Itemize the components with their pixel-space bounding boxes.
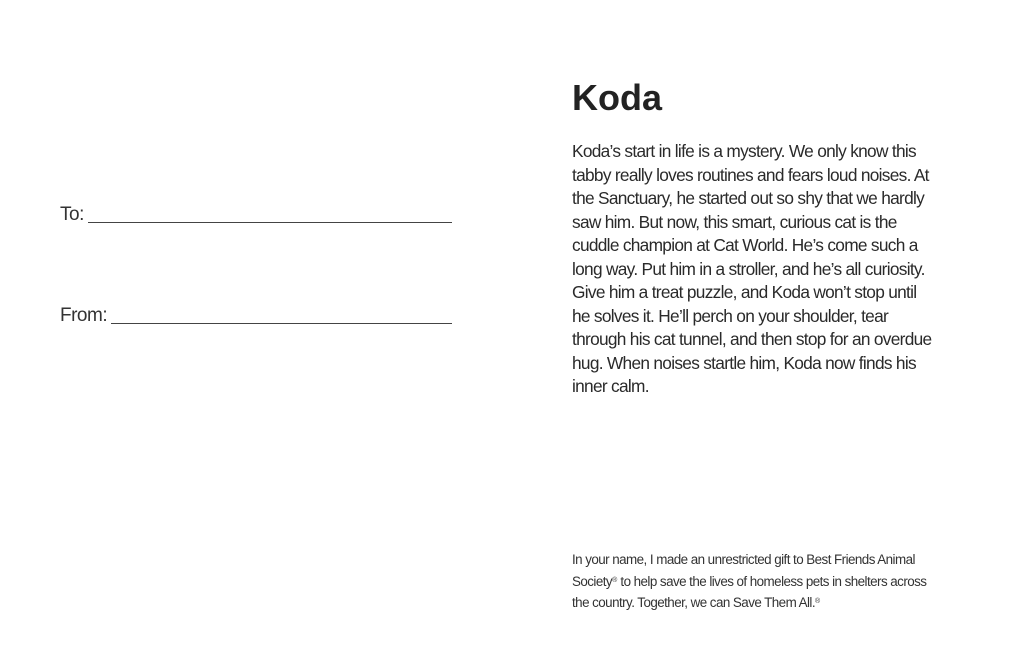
registered-mark: ® [612, 576, 618, 584]
to-write-line [88, 221, 452, 223]
gift-note-part-2: to help save the lives of homeless pets in shelters across the country. Together, we can Save Them All. [572, 573, 927, 610]
pet-story: Koda’s start in life is a mystery. We only know this tabby really loves routines and fears loud noises. At the Sanctuary, he started out so shy that we hardly saw him. But now, this smart, curious cat is the cuddle champion at Cat World. He’s come such a long way. Put him in a stroller, and he’s all curiosity. Give him a treat puzzle, and Koda won’t stop until he solves it. He’ll perch on your shoulder, tear through his cat tunnel, and then stop for an overdue hug. When noises startle him, Koda now finds his inner calm. [572, 141, 932, 396]
to-field [60, 205, 452, 224]
to-label: To: [60, 204, 84, 225]
gift-note [572, 550, 944, 614]
from-write-line [111, 322, 452, 324]
registered-mark-end: ® [815, 598, 821, 605]
gift-note-part-1: In your name, I made an unrestricted gift to Best Friends Animal Society [572, 552, 915, 589]
pet-name-heading: Koda [572, 77, 662, 118]
from-label: From: [60, 305, 108, 326]
from-field [60, 306, 452, 325]
